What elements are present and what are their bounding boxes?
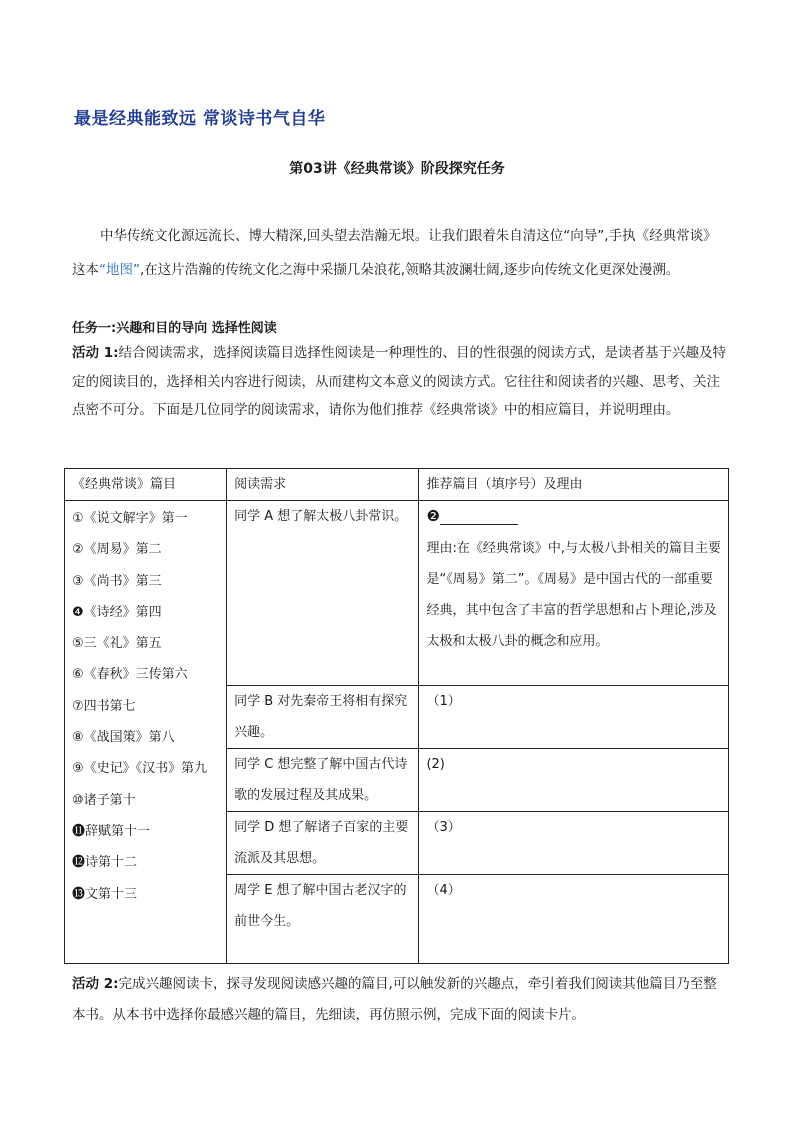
- activity-one-label: 活动 1:: [72, 345, 119, 361]
- table-header-row: [65, 469, 729, 501]
- need-cell-e: 周学 E 想了解中国古老汉字的前世今生。: [227, 875, 419, 964]
- chapter-item: ⑥《春秋》三传第六: [72, 667, 188, 683]
- activity-one: [72, 339, 728, 425]
- lesson-title: 第03讲《经典常谈》阶段探究任务: [289, 161, 505, 177]
- chapter-item: ⑧《战国策》第八: [72, 730, 175, 746]
- recommendation-table: [64, 468, 729, 964]
- chapter-item: ❹《诗经》第四: [72, 604, 162, 620]
- answer-cell-b[interactable]: （1）: [419, 686, 729, 749]
- chapter-item: ⓬诗第十二: [72, 855, 138, 871]
- header-recommendation: 推荐篇目（填序号）及理由: [419, 469, 729, 501]
- chapter-item: ①《说文解字》第一: [72, 511, 188, 526]
- need-cell-d: 同学 D 想了解诸子百家的主要流派及其思想。: [227, 812, 419, 875]
- answer-cell-c[interactable]: (2): [419, 749, 729, 812]
- header-needs: 阅读需求: [227, 469, 419, 501]
- answer-blank-a[interactable]: [440, 510, 518, 525]
- chapter-item: ③《尚书》第三: [72, 573, 162, 589]
- answer-cell-a: [419, 501, 729, 686]
- activity-one-text: 结合阅读需求，选择阅读篇目选择性阅读是一种理性的、目的性很强的阅读方式，是读者基于兴趣及特定的阅读目的，选择相关内容进行阅读，从而建构文本意义的阅读方式。它往往和阅读者的兴趣、思考、关注点密不可分。下面是几位同学的阅读需求，请你为他们推荐《经典常谈》中的相应篇目，并说明理由。: [72, 345, 726, 418]
- answer-reason-a: 理由:在《经典常谈》中,与太极八卦相关的篇目主要是“《周易》第二”。《周易》是中国古代的一部重要经典，其中包含了丰富的哲学思想和占卜理论,涉及太极和太极八卦的概念和应用。: [426, 541, 721, 649]
- intro-text-1: 中华传统文化源远流长、博大精深,回头望去浩瀚无垠。让我们跟着朱自清这位“向导”,手执《经典常谈》这本: [72, 228, 717, 278]
- intro-text-2: ,在这片浩瀚的传统文化之海中采撷几朵浪花,领略其波澜壮阔,逐步向传统文化更深处漫溯。: [140, 262, 680, 278]
- header-chapters: 《经典常谈》篇目: [65, 469, 227, 501]
- chapter-list-cell: [65, 501, 227, 964]
- answer-cell-d[interactable]: （3）: [419, 812, 729, 875]
- answer-cell-e[interactable]: （4）: [419, 875, 729, 964]
- intro-highlight: “地图”: [99, 262, 140, 278]
- need-cell-b: 同学 B 对先秦帝王将相有探究兴趣。: [227, 686, 419, 749]
- chapter-item: ②《周易》第二: [72, 542, 162, 558]
- activity-two: [72, 969, 728, 1031]
- chapter-item: ⓫辞赋第十一: [72, 823, 151, 839]
- page-headline: 最是经典能致远 常谈诗书气自华: [74, 109, 326, 129]
- need-cell-c: 同学 C 想完整了解中国古代诗歌的发展过程及其成果。: [227, 749, 419, 812]
- answer-line-a: [426, 501, 721, 533]
- intro-paragraph: [72, 219, 726, 287]
- chapter-item: ⑦四书第七: [72, 698, 136, 714]
- chapter-item: ⑤三《礼》第五: [72, 636, 162, 652]
- task-one-heading: 任务一:兴趣和目的导向 选择性阅读: [72, 321, 277, 336]
- activity-two-text: 完成兴趣阅读卡，探寻发现阅读感兴趣的篇目,可以触发新的兴趣点，牵引着我们阅读其他篇目乃至整本书。从本书中选择你最感兴趣的篇目，先细读，再仿照示例，完成下面的阅读卡片。: [72, 976, 717, 1023]
- chapter-item: ⑩诸子第十: [72, 792, 136, 808]
- activity-two-label: 活动 2:: [72, 976, 119, 992]
- table-row: [65, 501, 729, 686]
- chapter-item: ⑨《史记》《汉书》第九: [72, 761, 208, 777]
- chapter-item: ⓭文第十三: [72, 886, 138, 902]
- answer-mark-a: ❷: [426, 507, 440, 525]
- need-cell-a: 同学 A 想了解太极八卦常识。: [227, 501, 419, 686]
- chapter-list: [72, 501, 219, 910]
